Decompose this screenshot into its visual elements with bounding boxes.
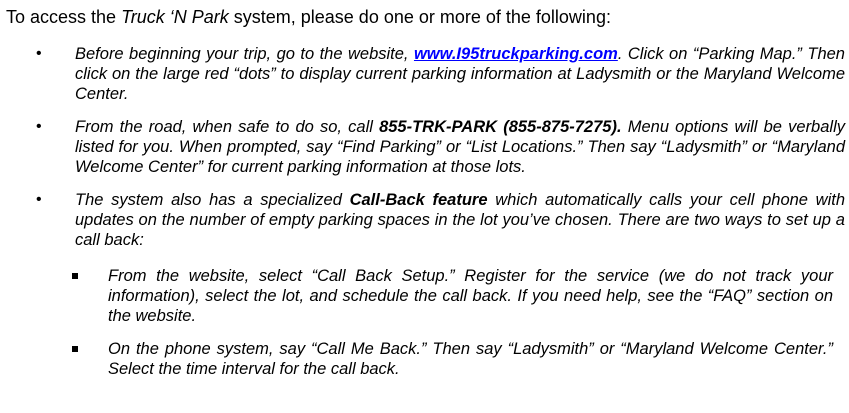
instructions-list (6, 44, 846, 379)
callback-feature: Call-Back feature (349, 191, 488, 209)
bullet-icon: • (36, 45, 42, 62)
callback-option-website-text: From the website, select “Call Back Setup.” Register for the service (we do not track your information), select the lot, and schedule the call back. If you need help, see the “FAQ” section on the website. (108, 267, 833, 325)
intro-suffix: system, please do one or more of the following: (228, 7, 611, 27)
instruction-phone-text-1: From the road, when safe to do so, call (75, 118, 380, 136)
instruction-website-text-2: . Click on “Parking Map.” Then click on the large red “dots” to display current parking information at Ladysmith or the Maryland Welcome Center. (75, 45, 845, 103)
callback-option-website (72, 266, 833, 326)
bullet-icon: • (36, 118, 42, 135)
intro-prefix: To access the (6, 7, 122, 27)
callback-options-list (75, 266, 845, 379)
instruction-callback-text-2: which automatically calls your cell phone with updates on the number of empty parking spaces in the lot you’ve chosen. There are two ways to set up a call back: (75, 191, 846, 249)
instruction-phone-text-2: Menu options will be verbally listed for you. When prompted, say “Find Parking” or “List Locations.” Then say “Ladysmith” or “Maryland Welcome Center” for current parking information at those lots. (75, 118, 845, 176)
square-bullet-icon (72, 346, 78, 352)
callback-option-phone-text: On the phone system, say “Call Me Back.” Then say “Ladysmith” or “Maryland Welcome Center.” Select the time interval for the call back. (108, 340, 833, 378)
square-bullet-icon (72, 273, 78, 279)
instruction-website-text-1: Before beginning your trip, go to the website, (75, 45, 414, 63)
phone-number: 855-TRK-PARK (855-875-7275). (379, 118, 622, 136)
intro-paragraph (6, 6, 839, 28)
callback-option-phone (72, 339, 833, 379)
website-link[interactable]: www.I95truckparking.com (413, 45, 618, 63)
instruction-phone (6, 117, 845, 177)
instruction-website (6, 44, 845, 104)
instruction-callback (6, 190, 845, 379)
bullet-icon: • (36, 191, 42, 208)
instruction-callback-text-1: The system also has a specialized (75, 191, 350, 209)
system-name: Truck ‘N Park (121, 7, 229, 27)
